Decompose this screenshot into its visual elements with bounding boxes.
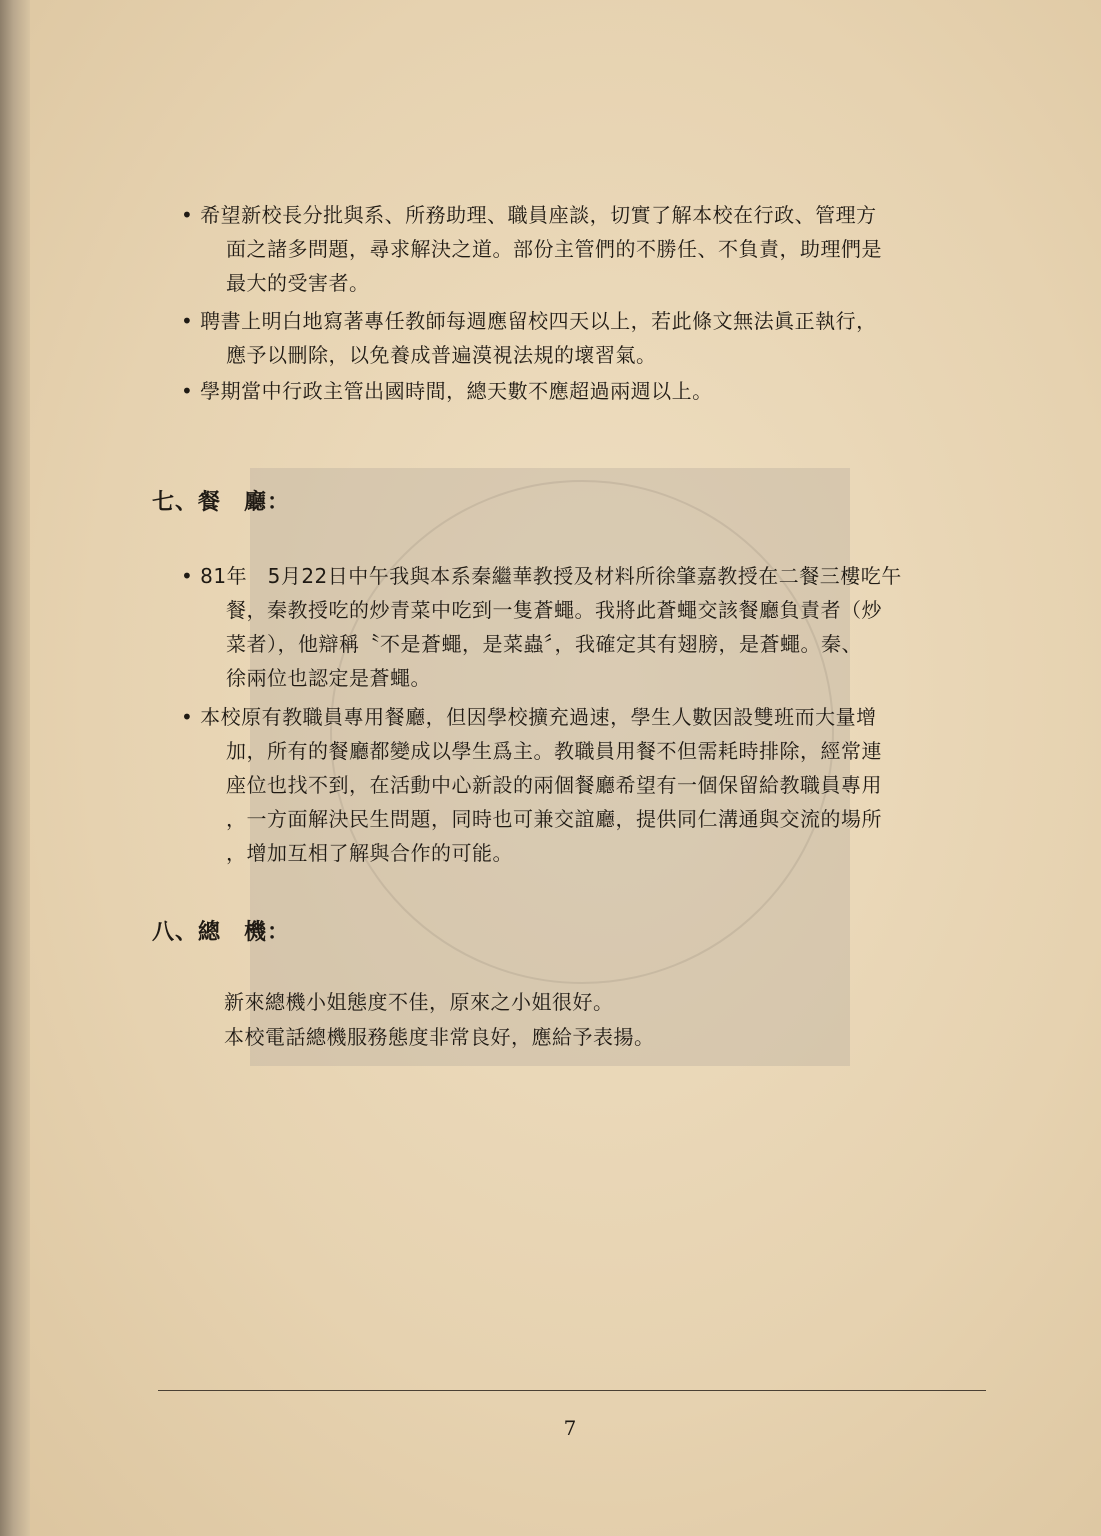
bullet-line: • 81年 5月22日中午我與本系秦繼華教授及材料所徐肇嘉教授在二餐三樓吃午 [181,564,902,588]
bullet-line: 菜者），他辯稱〝不是蒼蠅，是菜蟲〞，我確定其有翅膀，是蒼蠅。秦、 [226,632,862,656]
bullet-line: 面之諸多問題，尋求解決之道。部份主管們的不勝任、不負責，助理們是 [226,237,882,261]
footer-rule [158,1390,986,1391]
bullet-line: • 本校原有教職員專用餐廳，但因學校擴充過速，學生人數因設雙班而大量增 [181,705,877,729]
bullet-line: • 希望新校長分批與系、所務助理、職員座談，切實了解本校在行政、管理方 [181,203,877,227]
bullet-line: ，增加互相了解與合作的可能。 [226,841,513,865]
bullet-line: • 學期當中行政主管出國時間，總天數不應超過兩週以上。 [181,379,713,403]
paragraph-line: 本校電話總機服務態度非常良好，應給予表揚。 [224,1025,655,1049]
page-number: 7 [563,1416,577,1440]
section-7-heading: 七、餐 廳： [152,490,291,515]
bullet-line: 徐兩位也認定是蒼蠅。 [226,666,431,690]
bullet-line: • 聘書上明白地寫著專任教師每週應留校四天以上，若此條文無法眞正執行， [181,309,877,333]
bullet-line: 應予以刪除，以免養成普遍漠視法規的壞習氣。 [226,343,657,367]
book-spine-shadow [0,0,30,1536]
section-8-heading: 八、總 機： [152,920,291,945]
bullet-line: 餐，秦教授吃的炒青菜中吃到一隻蒼蠅。我將此蒼蠅交該餐廳負責者（炒 [226,598,882,622]
bullet-line: 最大的受害者。 [226,271,370,295]
paragraph-line: 新來總機小姐態度不佳，原來之小姐很好。 [224,990,614,1014]
bullet-line: 加，所有的餐廳都變成以學生爲主。教職員用餐不但需耗時排除，經常連 [226,739,882,763]
bullet-line: 座位也找不到，在活動中心新設的兩個餐廳希望有一個保留給教職員專用 [226,773,882,797]
bullet-line: ，一方面解決民生問題，同時也可兼交誼廳，提供同仁溝通與交流的場所 [226,807,882,831]
